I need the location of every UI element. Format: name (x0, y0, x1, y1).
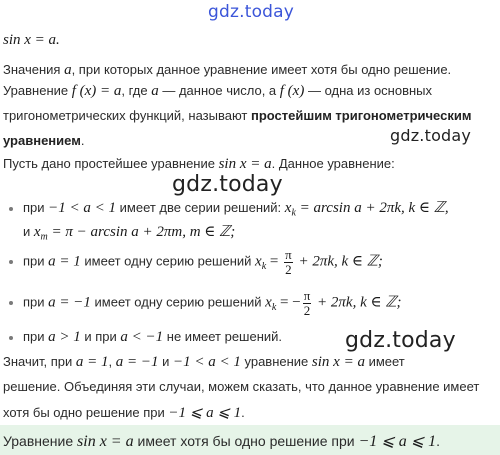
fraction: $\frac{\pi}{2}$ (303, 288, 311, 318)
bullet-3: при a = −1 имеет одну серию решений $x_k$ = − $\frac{\pi}{2}$ + 2πk, k ∈ ℤ; (3, 289, 402, 317)
paragraph-intro: Пусть дано простейшее уравнение sin x = a. Данное уравнение: (3, 156, 395, 172)
paragraph-definition-2: тригонометрических функций, называют простейшим тригонометрическим (3, 108, 472, 123)
paragraph-conclusion-3: хотя бы одно решение при −1 ⩽ a ⩽ 1. (3, 405, 245, 421)
bullet-1-cont: и $x_m = \pi - \arcsin a + 2\pi m$, m ∈ ℤ; (23, 224, 236, 243)
watermark-right: gdz.today (390, 126, 472, 145)
watermark-top: gdz.today (208, 2, 295, 22)
watermark-center: gdz.today (172, 172, 283, 197)
bullet-2: при a = 1 имеет одну серию решений $x_k$ = $\frac{\pi}{2}$ + 2πk, k ∈ ℤ; (3, 248, 383, 276)
bullet-dot (9, 207, 13, 211)
bullet-dot (9, 260, 13, 264)
bullet-dot (9, 336, 13, 340)
paragraph-definition-3: уравнением. (3, 133, 85, 148)
paragraph-conclusion-1: Значит, при a = 1, a = −1 и −1 < a < 1 уравнение sin x = a имеет (3, 354, 405, 370)
paragraph-definition-1: Уравнение f (x) = a, где a — данное число, а f (x) — одна из основных (3, 83, 433, 99)
bullet-4: при a > 1 и при a < −1 не имеет решений. (3, 329, 282, 346)
final-answer: Уравнение sin x = a имеет хотя бы одно решение при −1 ⩽ a ⩽ 1. (3, 433, 440, 450)
paragraph-conclusion-2: решение. Объединяя эти случаи, можем сказать, что данное уравнение имеет (3, 379, 480, 394)
fraction: $\frac{\pi}{2}$ (285, 247, 292, 277)
watermark-bottom: gdz.today (345, 328, 456, 353)
equation-line: sin x = a. (3, 32, 60, 48)
paragraph-values: Значения a, при которых данное уравнение имеет хотя бы одно решение. (3, 62, 452, 78)
bullet-dot (9, 301, 13, 305)
bullet-1: при −1 < a < 1 имеет две серии решений: $x_k = \arcsin a + 2\pi k$, k ∈ ℤ, (3, 198, 449, 219)
